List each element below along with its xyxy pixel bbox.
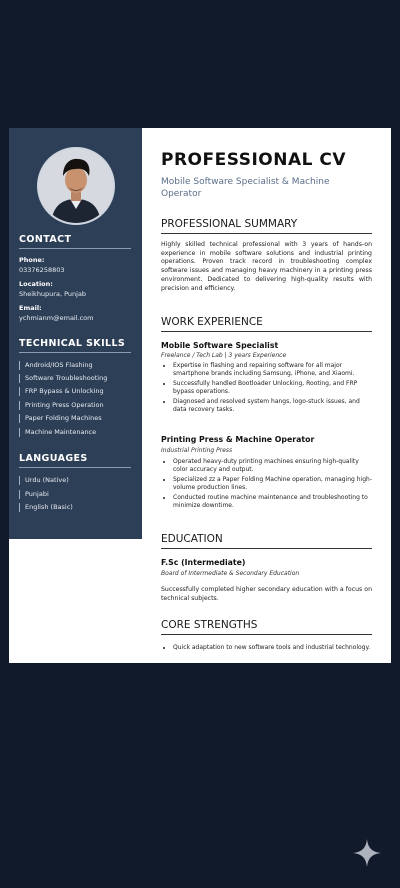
location-value: Sheikhupura, Punjab: [19, 290, 87, 298]
skill-item: Android/IOS Flashing: [19, 361, 93, 370]
list-item: • Operated heavy-duty printing machines ensuring high-quality color accuracy and output.: [173, 458, 373, 474]
phone-value: 03376258803: [19, 266, 65, 274]
job-title: Mobile Software Specialist: [161, 341, 279, 350]
skills-heading: TECHNICAL SKILLS: [19, 338, 131, 353]
strengths-list: [161, 644, 373, 654]
profile-photo: [37, 147, 115, 225]
location-label: Location:: [19, 280, 53, 288]
summary-heading: PROFESSIONAL SUMMARY: [161, 218, 372, 234]
skill-item: Paper Folding Machines: [19, 414, 102, 423]
email-label: Email:: [19, 304, 42, 312]
phone-label: Phone:: [19, 256, 45, 264]
page-title: PROFESSIONAL CV: [161, 150, 346, 170]
language-item: Urdu (Native): [19, 476, 69, 485]
sparkle-icon: [352, 838, 382, 868]
languages-heading: LANGUAGES: [19, 453, 131, 468]
job-bullets: [161, 458, 373, 512]
cv-page: [9, 128, 391, 663]
page-subtitle: Mobile Software Specialist & Machine Operator: [161, 177, 330, 199]
job-title: Printing Press & Machine Operator: [161, 435, 315, 444]
degree-title: F.Sc (Intermediate): [161, 558, 246, 567]
profile-photo-image: [39, 149, 113, 223]
degree-board: Board of Intermediate & Secondary Education: [161, 570, 300, 577]
education-heading: EDUCATION: [161, 533, 372, 549]
skill-item: Machine Maintenance: [19, 428, 96, 437]
job-subtitle: Freelance / Tech Lab | 3 years Experience: [161, 352, 287, 359]
list-item: • Successfully handled Bootloader Unlocking, Rooting, and FRP bypass operations.: [173, 380, 373, 396]
list-item: • Expertise in flashing and repairing software for all major smartphone brands including Samsung, iPhone, and Xiaomi.: [173, 362, 373, 378]
summary-text: Highly skilled technical professional with 3 years of hands-on experience in mobile software solutions and industrial printing operations. Proven track record in troubleshooting complex software issues and managing heavy machinery in a printing press environment. Dedicated to delivering high-quality results with precision and efficiency.: [161, 241, 372, 292]
job-subtitle: Industrial Printing Press: [161, 447, 233, 454]
job-bullets: [161, 362, 373, 416]
contact-heading: CONTACT: [19, 234, 131, 249]
skill-item: Software Troubleshooting: [19, 374, 107, 383]
skill-item: Printing Press Operation: [19, 401, 104, 410]
list-item: • Conducted routine machine maintenance and troubleshooting to minimize downtime.: [173, 494, 373, 510]
education-text: Successfully completed higher secondary education with a focus on technical subjects.: [161, 586, 372, 602]
strengths-heading: CORE STRENGTHS: [161, 619, 372, 635]
experience-heading: WORK EXPERIENCE: [161, 316, 372, 332]
skill-item: FRP Bypass & Unlocking: [19, 387, 104, 396]
language-item: Punjabi: [19, 490, 49, 499]
list-item: • Specialized zz a Paper Folding Machine operation, managing high-volume production lines.: [173, 476, 373, 492]
language-item: English (Basic): [19, 503, 73, 512]
list-item: • Quick adaptation to new software tools and industrial technology.: [173, 644, 373, 652]
cv-sidebar: [9, 128, 142, 539]
list-item: • Diagnosed and resolved system hangs, logo-stuck issues, and data recovery tasks.: [173, 398, 373, 414]
email-value: ychmianm@email.com: [19, 314, 94, 322]
